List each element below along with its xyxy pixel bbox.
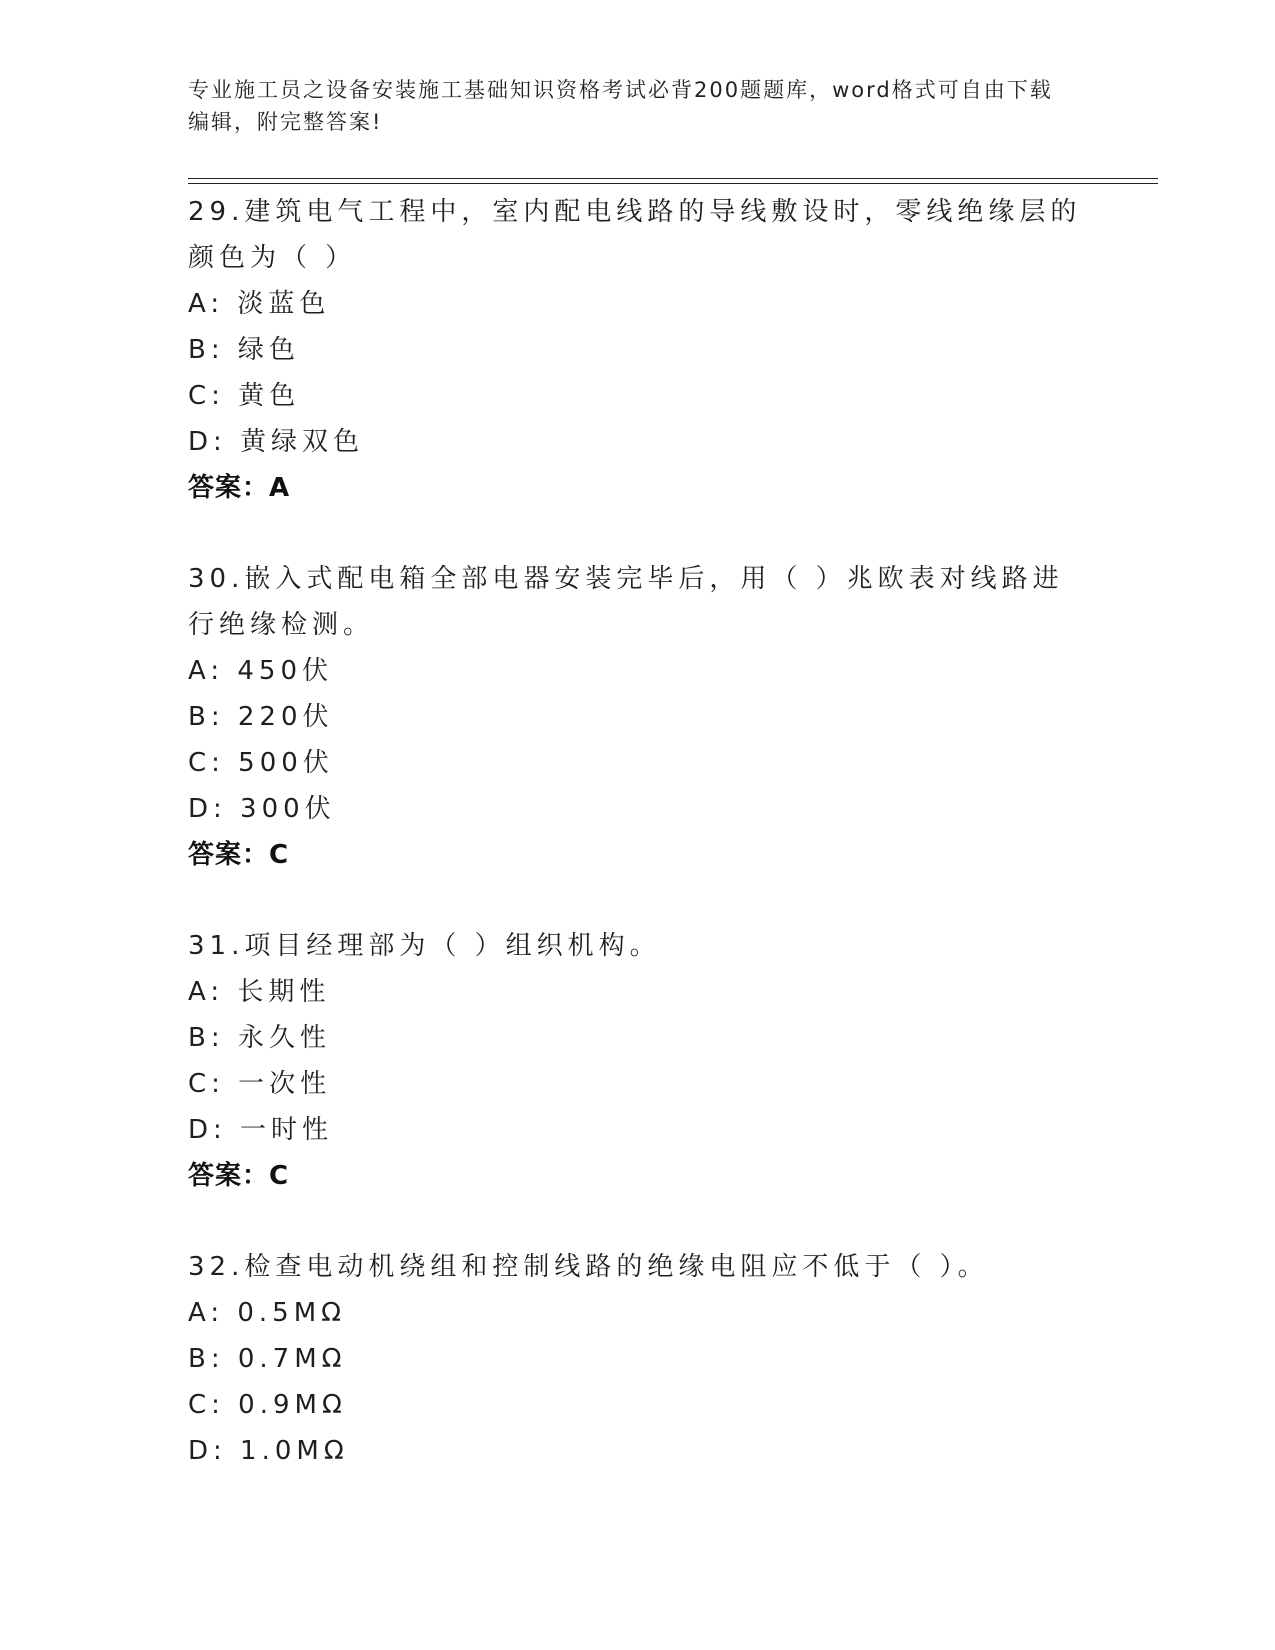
option-d: D: 一时性 [188, 1115, 334, 1145]
option-b: B: 0.7MΩ [188, 1344, 347, 1374]
option-d: D: 1.0MΩ [188, 1436, 349, 1466]
option-a: A: 淡蓝色 [188, 289, 331, 319]
option-c: C: 一次性 [188, 1069, 332, 1099]
option-b: B: 绿色 [188, 335, 300, 365]
option-a: A: 0.5MΩ [188, 1298, 347, 1328]
question-32 [188, 1244, 1088, 1474]
answer: 答案：C [188, 1161, 290, 1191]
option-a: A: 450伏 [188, 656, 333, 686]
option-c: C: 0.9MΩ [188, 1390, 347, 1420]
option-d: D: 300伏 [188, 794, 336, 824]
question-29 [188, 189, 1088, 511]
answer: 答案：A [188, 473, 291, 503]
question-stem: 30.嵌入式配电箱全部电器安装完毕后，用（ ）兆欧表对线路进行绝缘检测。 [188, 564, 1064, 640]
option-b: B: 220伏 [188, 702, 334, 732]
header-divider-bottom [188, 183, 1158, 184]
answer: 答案：C [188, 840, 290, 870]
question-30 [188, 556, 1088, 878]
option-d: D: 黄绿双色 [188, 427, 365, 457]
option-c: C: 500伏 [188, 748, 334, 778]
option-c: C: 黄色 [188, 381, 301, 411]
question-stem: 31.项目经理部为（ ）组织机构。 [188, 931, 661, 961]
question-stem: 32.检查电动机绕组和控制线路的绝缘电阻应不低于（ ）。 [188, 1252, 989, 1282]
option-b: B: 永久性 [188, 1023, 331, 1053]
header-divider-top [188, 178, 1158, 179]
document-header: 专业施工员之设备安装施工基础知识资格考试必背200题题库，word格式可自由下载编辑，附完整答案! [188, 78, 1053, 134]
option-a: A: 长期性 [188, 977, 331, 1007]
question-stem: 29.建筑电气工程中，室内配电线路的导线敷设时，零线绝缘层的颜色为（ ） [188, 197, 1082, 273]
question-31 [188, 923, 1088, 1199]
